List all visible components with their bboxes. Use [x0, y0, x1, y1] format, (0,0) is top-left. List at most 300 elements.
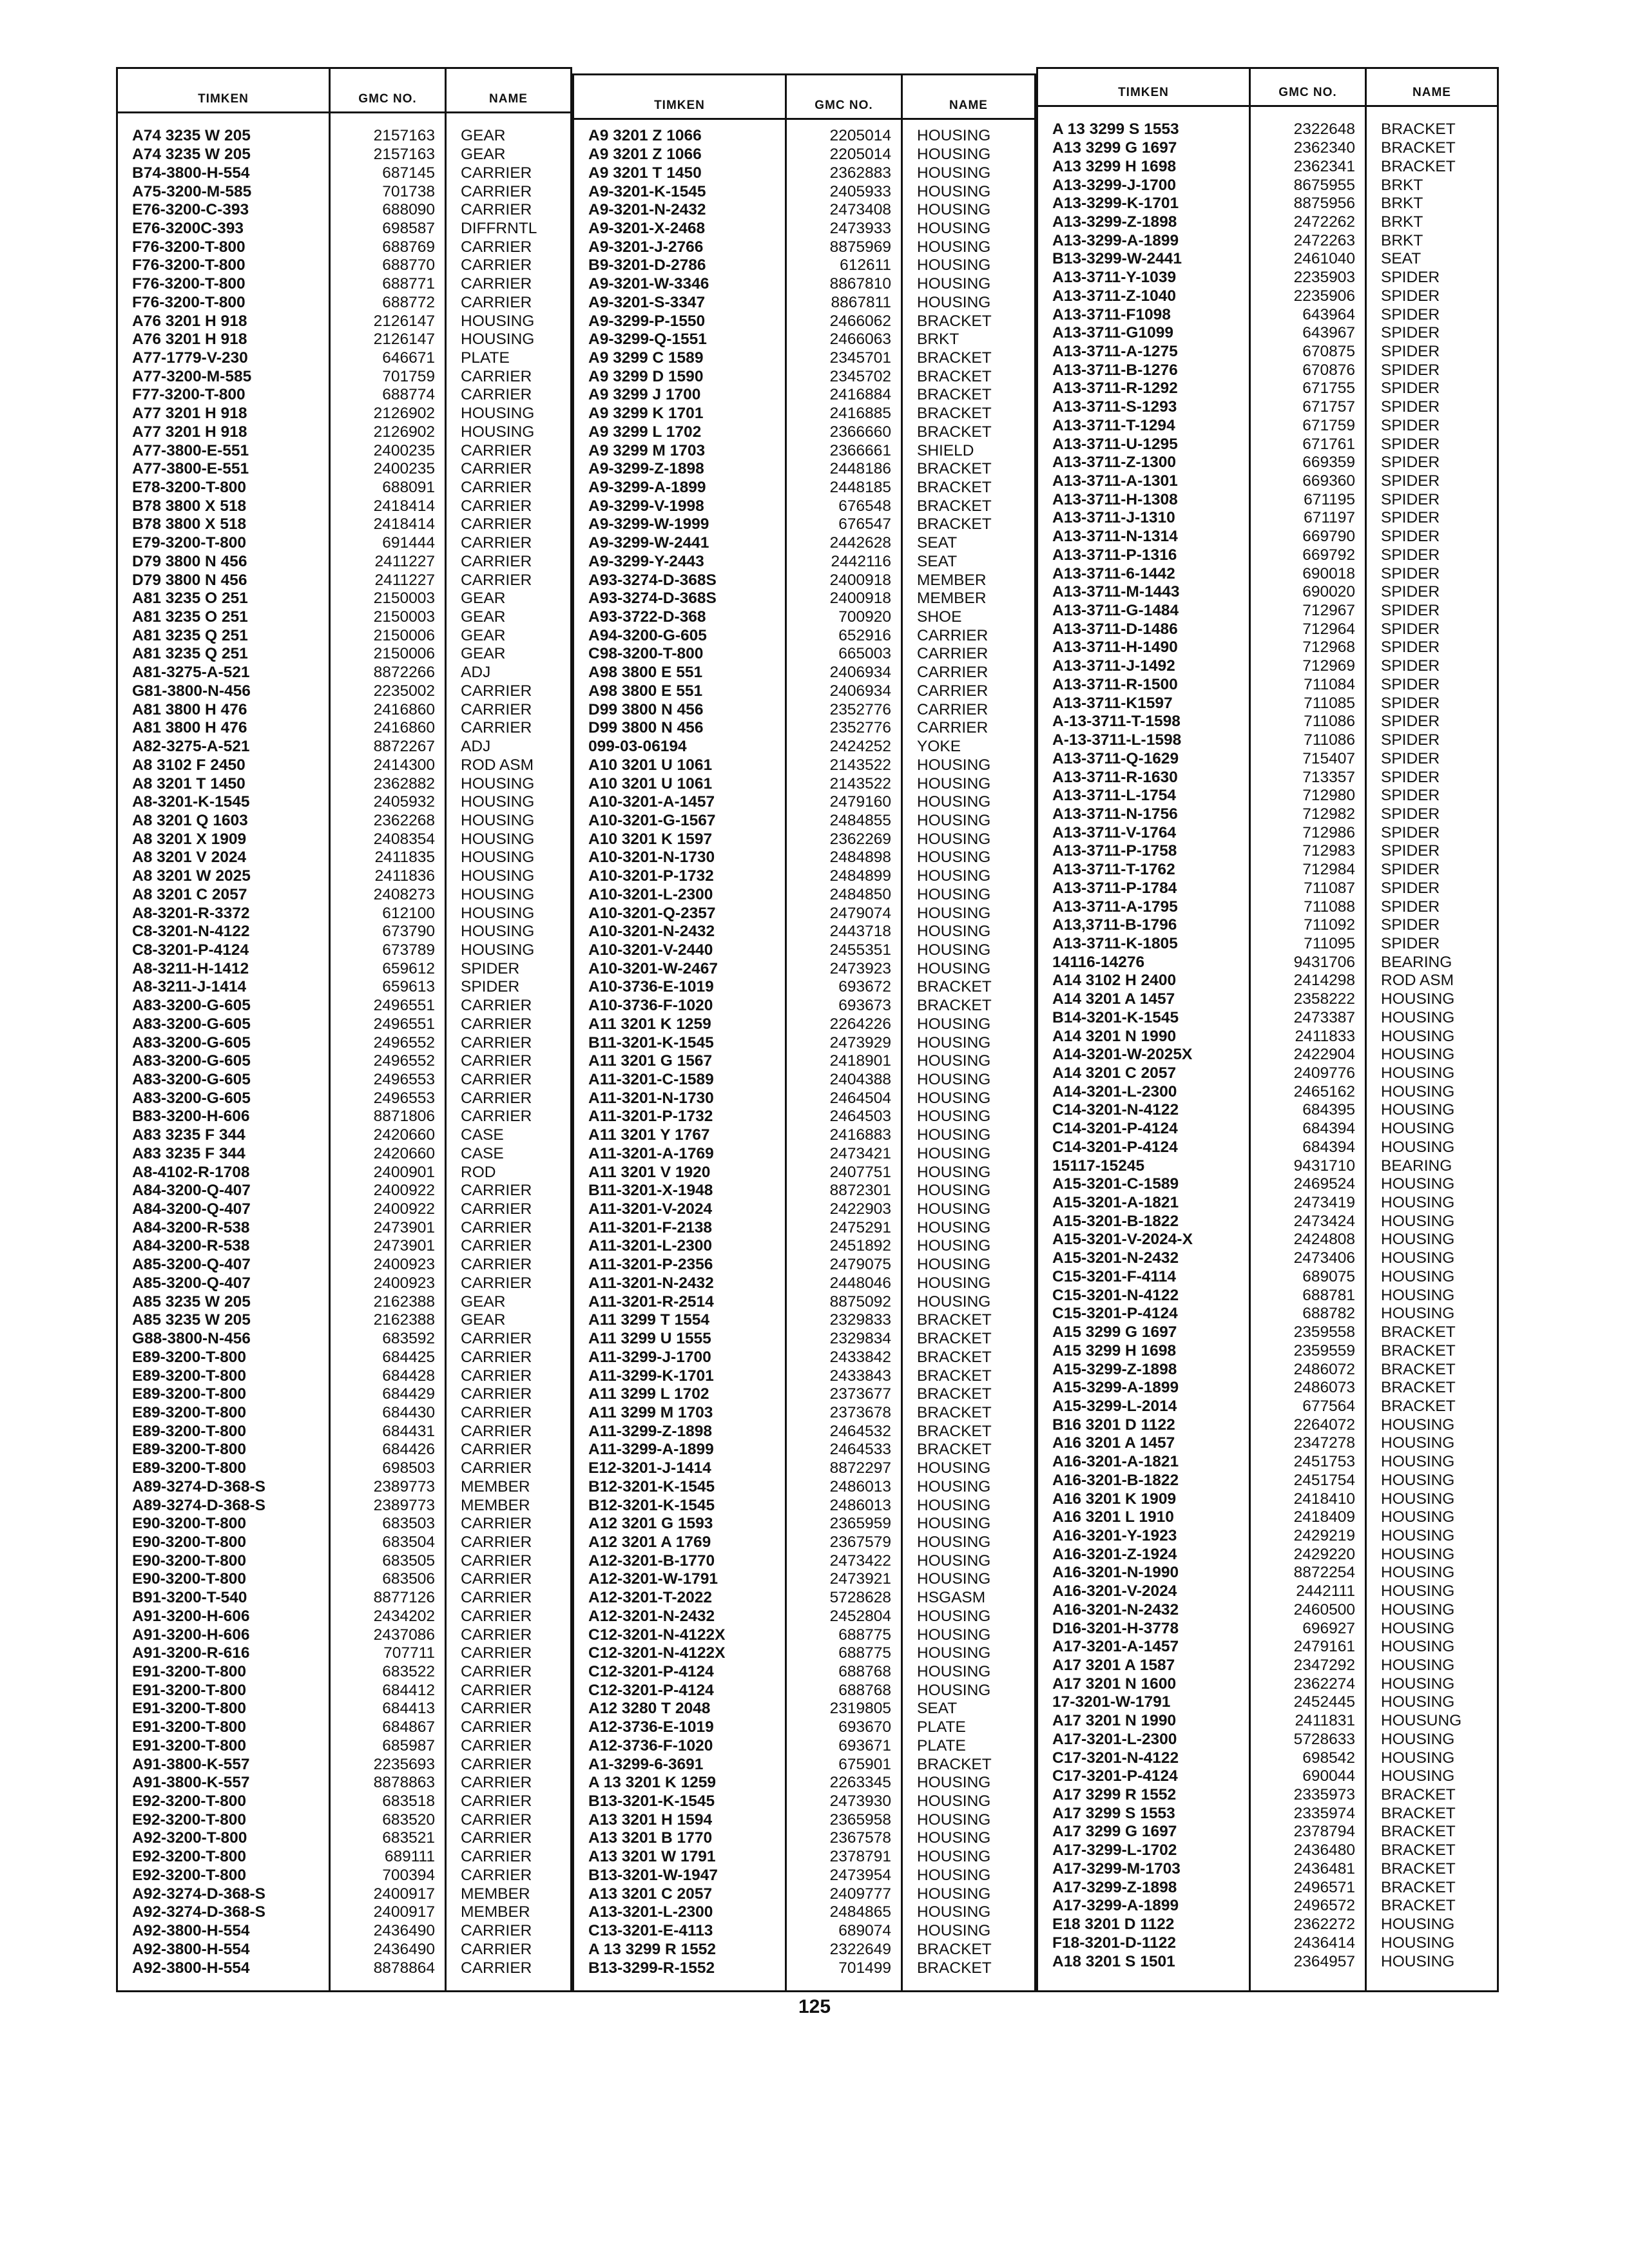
- timken-part-number: A84-3200-Q-407: [132, 1182, 251, 1200]
- timken-part-number: A81 3800 H 476: [132, 700, 247, 718]
- table-row: [1038, 861, 1497, 879]
- table-row: [118, 1608, 570, 1626]
- table-row: [118, 1330, 570, 1349]
- gmc-number: 2473406: [1293, 1249, 1355, 1267]
- gmc-number: 2473408: [829, 201, 891, 219]
- timken-part-number: A14-3201-W-2025X: [1052, 1046, 1193, 1064]
- part-name: HOUSING: [917, 1663, 991, 1681]
- part-name: HOUSING: [1381, 1231, 1455, 1249]
- part-name: HOUSING: [917, 1644, 991, 1662]
- gmc-number: 2322649: [829, 1940, 891, 1958]
- gmc-number: 2367579: [829, 1533, 891, 1551]
- part-name: HOUSING: [917, 1071, 991, 1089]
- table-row: [574, 1145, 1034, 1164]
- gmc-number: 8872267: [373, 738, 435, 756]
- timken-part-number: A76 3201 H 918: [132, 331, 247, 349]
- part-name: SPIDER: [1381, 731, 1440, 749]
- table-row: [1038, 1360, 1497, 1379]
- part-name: HOUSING: [917, 1552, 991, 1570]
- part-name: HOUSING: [917, 885, 991, 903]
- table-row: [1038, 1508, 1497, 1527]
- gmc-number: 684412: [382, 1681, 435, 1699]
- gmc-number: 2150006: [373, 645, 435, 663]
- table-row: [574, 682, 1034, 701]
- timken-part-number: A92-3200-T-800: [132, 1829, 247, 1847]
- timken-part-number: A8 3201 C 2057: [132, 885, 247, 903]
- table-row: [574, 1663, 1034, 1682]
- gmc-number: 2409776: [1293, 1064, 1355, 1082]
- table-row: [1038, 1064, 1497, 1083]
- timken-part-number: A77-3800-E-551: [132, 441, 249, 459]
- timken-part-number: A11-3201-F-2138: [588, 1218, 713, 1236]
- part-name: CARRIER: [461, 1718, 532, 1736]
- gmc-number: 643967: [1302, 324, 1355, 342]
- timken-part-number: A83 3235 F 344: [132, 1126, 246, 1144]
- gmc-number: 684429: [382, 1385, 435, 1403]
- part-name: MEMBER: [917, 571, 987, 589]
- part-name: PLATE: [461, 349, 510, 367]
- part-name: CARRIER: [461, 1959, 532, 1977]
- gmc-number: 2416884: [829, 386, 891, 404]
- part-name: HOUSING: [1381, 1027, 1455, 1045]
- timken-part-number: C8-3201-P-4124: [132, 941, 249, 959]
- gmc-number: 2479074: [829, 904, 891, 922]
- table-row: [118, 1848, 570, 1867]
- gmc-number: 8867811: [831, 293, 891, 311]
- part-name: BRKT: [1381, 176, 1423, 194]
- timken-part-number: A81 3800 H 476: [132, 719, 247, 737]
- table-row: [1038, 1341, 1497, 1360]
- gmc-number: 2451754: [1293, 1471, 1355, 1489]
- gmc-number: 2464533: [829, 1441, 891, 1459]
- gmc-number: 693670: [838, 1718, 891, 1736]
- part-name: CARRIER: [461, 1681, 532, 1699]
- timken-part-number: A13-3711-J-1492: [1052, 657, 1175, 675]
- gmc-number: 2345702: [829, 367, 891, 385]
- table-row: [1038, 1582, 1497, 1601]
- table-row: [118, 1829, 570, 1848]
- gmc-number: 683521: [382, 1829, 435, 1847]
- timken-part-number: A17-3299-M-1703: [1052, 1860, 1181, 1878]
- timken-part-number: A11 3299 M 1703: [588, 1403, 713, 1421]
- table-row: [118, 700, 570, 719]
- timken-part-number: A77 3201 H 918: [132, 423, 247, 441]
- gmc-number: 2162388: [373, 1311, 435, 1329]
- part-name: HOUSING: [917, 1829, 991, 1847]
- table-row: [1038, 1878, 1497, 1897]
- timken-part-number: A9-3201-J-2766: [588, 238, 704, 256]
- gmc-number: 2436490: [373, 1922, 435, 1940]
- table-row: [1038, 1564, 1497, 1582]
- part-name: CARRIER: [461, 1626, 532, 1644]
- gmc-number: 2416885: [829, 405, 891, 423]
- table-row: [574, 1589, 1034, 1608]
- timken-part-number: A17 3201 N 1990: [1052, 1712, 1177, 1730]
- table-row: [118, 238, 570, 256]
- gmc-number: 2400917: [373, 1885, 435, 1903]
- part-name: CARRIER: [461, 1922, 532, 1940]
- table-row: [574, 1200, 1034, 1219]
- timken-part-number: D99 3800 N 456: [588, 700, 704, 718]
- part-name: CARRIER: [917, 645, 988, 663]
- timken-part-number: A10 3201 K 1597: [588, 830, 713, 848]
- gmc-number: 2235903: [1293, 269, 1355, 287]
- gmc-number: 2422904: [1293, 1046, 1355, 1064]
- gmc-number: 659612: [382, 959, 435, 977]
- timken-part-number: A84-3200-R-538: [132, 1237, 250, 1255]
- table-row: [118, 1200, 570, 1219]
- gmc-number: 612100: [382, 904, 435, 922]
- part-name: HOUSING: [461, 423, 535, 441]
- gmc-number: 2157163: [373, 146, 435, 164]
- timken-part-number: E89-3200-T-800: [132, 1348, 247, 1366]
- timken-part-number: A8-3201-R-3372: [132, 904, 250, 922]
- part-name: HOUSING: [1381, 1138, 1455, 1156]
- gmc-number: 2329834: [829, 1330, 891, 1348]
- gmc-number: 659613: [382, 978, 435, 996]
- timken-part-number: A9-3299-W-1999: [588, 515, 709, 533]
- timken-part-number: A10-3201-Q-2357: [588, 904, 716, 922]
- gmc-number: 2460500: [1293, 1600, 1355, 1619]
- part-name: CARRIER: [461, 1403, 532, 1421]
- table-row: [574, 774, 1034, 793]
- table-row: [574, 1811, 1034, 1829]
- gmc-number: 2345701: [829, 349, 891, 367]
- part-name: CARRIER: [461, 1533, 532, 1551]
- page-number: 125: [798, 1996, 831, 2017]
- part-name: SPIDER: [1381, 305, 1440, 323]
- timken-part-number: A15-3299-A-1899: [1052, 1379, 1179, 1397]
- timken-part-number: A13 3201 H 1594: [588, 1811, 713, 1829]
- table-row: [1038, 361, 1497, 380]
- gmc-number: 2364957: [1293, 1952, 1355, 1970]
- timken-part-number: B14-3201-K-1545: [1052, 1008, 1179, 1026]
- gmc-number: 2263345: [829, 1774, 891, 1792]
- part-name: CARRIER: [461, 1755, 532, 1773]
- gmc-number: 712969: [1302, 657, 1355, 675]
- timken-part-number: C14-3201-N-4122: [1052, 1101, 1179, 1119]
- timken-part-number: E90-3200-T-800: [132, 1570, 247, 1588]
- table-row: [574, 146, 1034, 164]
- table-row: [574, 1829, 1034, 1848]
- gmc-number: 690020: [1302, 583, 1355, 601]
- table-row: [118, 386, 570, 405]
- table-row: [118, 1237, 570, 1256]
- timken-part-number: F18-3201-D-1122: [1052, 1934, 1177, 1952]
- gmc-number: 2424808: [1293, 1231, 1355, 1249]
- table-row: [574, 793, 1034, 812]
- timken-part-number: A15-3201-B-1822: [1052, 1212, 1179, 1230]
- timken-part-number: A91-3200-R-616: [132, 1644, 250, 1662]
- timken-part-number: A11-3201-V-2024: [588, 1200, 713, 1218]
- timken-part-number: F77-3200-T-800: [132, 386, 246, 404]
- table-row: [574, 1108, 1034, 1126]
- timken-part-number: A17 3201 N 1600: [1052, 1675, 1177, 1693]
- table-row: [574, 738, 1034, 756]
- gmc-number: 2411833: [1295, 1027, 1355, 1045]
- gmc-number: 2322648: [1293, 120, 1355, 139]
- table-row: [1038, 343, 1497, 361]
- part-name: HOUSING: [1381, 1101, 1455, 1119]
- part-name: CARRIER: [461, 1015, 532, 1033]
- timken-part-number: A85 3235 W 205: [132, 1311, 251, 1329]
- table-row: [1038, 380, 1497, 398]
- gmc-number: 2411836: [374, 867, 435, 885]
- panel-3: [1036, 67, 1499, 1992]
- part-name: HOUSING: [1381, 1916, 1455, 1934]
- gmc-number: 712980: [1302, 787, 1355, 805]
- table-row: [118, 182, 570, 201]
- part-name: BRACKET: [917, 312, 992, 330]
- timken-part-number: A91-3800-K-557: [132, 1774, 250, 1792]
- gmc-number: 2486072: [1293, 1360, 1355, 1378]
- gmc-number: 2235693: [373, 1755, 435, 1773]
- part-name: SPIDER: [1381, 916, 1440, 934]
- gmc-number: 8875956: [1293, 195, 1355, 213]
- part-name: BRACKET: [1381, 1804, 1456, 1822]
- table-row: [118, 1015, 570, 1034]
- timken-part-number: A13 3299 H 1698: [1052, 157, 1177, 175]
- table-row: [574, 220, 1034, 238]
- timken-part-number: A13-3711-J-1310: [1052, 509, 1175, 527]
- table-row: [574, 553, 1034, 572]
- part-name: HOUSING: [917, 1256, 991, 1274]
- timken-part-number: A15-3201-C-1589: [1052, 1175, 1179, 1193]
- gmc-number: 676547: [838, 515, 891, 533]
- table-row: [1038, 1212, 1497, 1231]
- table-row: [574, 1959, 1034, 1977]
- gmc-number: 670876: [1302, 361, 1355, 379]
- gmc-number: 2400918: [829, 590, 891, 608]
- timken-part-number: A13-3711-K-1805: [1052, 934, 1178, 952]
- timken-part-number: A9 3299 L 1702: [588, 423, 702, 441]
- timken-part-number: A14 3201 A 1457: [1052, 990, 1175, 1008]
- table-row: [574, 1237, 1034, 1256]
- table-row: [118, 1867, 570, 1885]
- table-row: [1038, 1268, 1497, 1287]
- part-name: ROD ASM: [461, 756, 534, 774]
- gmc-number: 688090: [382, 201, 435, 219]
- part-name: CARRIER: [461, 1736, 532, 1754]
- table-row: [574, 1940, 1034, 1959]
- timken-part-number: A17 3299 R 1552: [1052, 1786, 1177, 1804]
- timken-part-number: A10-3201-G-1567: [588, 811, 716, 829]
- timken-part-number: E89-3200-T-800: [132, 1459, 247, 1477]
- gmc-number: 711088: [1304, 898, 1355, 916]
- part-name: HOUSING: [917, 127, 991, 145]
- part-name: HOUSING: [917, 164, 991, 182]
- part-name: BRACKET: [917, 978, 992, 996]
- timken-part-number: A12 3280 T 2048: [588, 1700, 711, 1718]
- part-name: CARRIER: [461, 1108, 532, 1126]
- gmc-number: 671755: [1302, 380, 1355, 398]
- timken-part-number: E78-3200-T-800: [132, 479, 247, 497]
- table-row: [574, 1311, 1034, 1330]
- table-row: [118, 1422, 570, 1441]
- timken-part-number: E92-3200-T-800: [132, 1848, 247, 1866]
- part-name: HOUSING: [461, 849, 535, 867]
- gmc-number: 2473930: [829, 1792, 891, 1811]
- gmc-number: 2486073: [1293, 1379, 1355, 1397]
- part-name: SPIDER: [1381, 528, 1440, 546]
- timken-part-number: C17-3201-N-4122: [1052, 1749, 1179, 1767]
- timken-part-number: A13-3711-A-1301: [1052, 472, 1178, 490]
- timken-header: TIMKEN: [574, 75, 787, 118]
- timken-part-number: A8 3201 T 1450: [132, 774, 246, 793]
- timken-part-number: E92-3200-T-800: [132, 1811, 247, 1829]
- gmc-header: GMC NO.: [1251, 69, 1367, 105]
- part-name: SPIDER: [1381, 583, 1440, 601]
- timken-part-number: A91-3200-H-606: [132, 1626, 250, 1644]
- table-row: [1038, 1934, 1497, 1952]
- table-row: [1038, 990, 1497, 1009]
- gmc-number: 2362341: [1293, 157, 1355, 175]
- part-name: HOUSING: [1381, 1434, 1455, 1452]
- gmc-number: 671197: [1304, 509, 1355, 527]
- table-row: [1038, 472, 1497, 491]
- table-row: [118, 1404, 570, 1423]
- timken-part-number: A16-3201-V-2024: [1052, 1582, 1177, 1600]
- gmc-number: 683592: [382, 1330, 435, 1348]
- gmc-number: 2411227: [374, 552, 435, 570]
- timken-part-number: A9 3201 Z 1066: [588, 127, 702, 145]
- timken-part-number: A81 3235 Q 251: [132, 645, 248, 663]
- panel-2-header: [574, 75, 1034, 120]
- table-row: [574, 1792, 1034, 1811]
- gmc-number: 2126147: [373, 331, 435, 349]
- timken-part-number: A13-3711-A-1795: [1052, 898, 1178, 916]
- timken-part-number: A10-3201-W-2467: [588, 959, 718, 977]
- table-row: [574, 849, 1034, 867]
- part-name: BRACKET: [1381, 1897, 1456, 1915]
- gmc-number: 2378791: [829, 1848, 891, 1866]
- table-row: [574, 1885, 1034, 1903]
- table-row: [1038, 1693, 1497, 1712]
- timken-part-number: A15-3299-L-2014: [1052, 1397, 1177, 1415]
- gmc-number: 676548: [838, 497, 891, 515]
- part-name: HOUSING: [917, 1274, 991, 1292]
- table-row: [1038, 528, 1497, 546]
- table-row: [574, 275, 1034, 294]
- timken-part-number: A11 3299 L 1702: [588, 1385, 709, 1403]
- part-name: HOUSING: [917, 959, 991, 977]
- part-name: SPIDER: [1381, 324, 1440, 342]
- gmc-number: 2464532: [829, 1422, 891, 1440]
- timken-part-number: E91-3200-T-800: [132, 1736, 247, 1754]
- table-row: [118, 1293, 570, 1311]
- table-row: [574, 1385, 1034, 1404]
- part-name: HOUSING: [917, 1459, 991, 1477]
- part-name: SPIDER: [1381, 749, 1440, 767]
- timken-part-number: 14116-14276: [1052, 953, 1145, 971]
- table-row: [118, 738, 570, 756]
- gmc-number: 652916: [838, 626, 891, 644]
- timken-part-number: E91-3200-T-800: [132, 1700, 247, 1718]
- timken-part-number: A13-3711-P-1316: [1052, 546, 1177, 564]
- part-name: SPIDER: [1381, 287, 1440, 305]
- part-name: GEAR: [461, 127, 506, 145]
- part-name: CARRIER: [461, 1033, 532, 1052]
- timken-part-number: A77-3200-M-585: [132, 367, 252, 385]
- timken-part-number: C98-3200-T-800: [588, 645, 704, 663]
- name-header: NAME: [949, 99, 988, 112]
- timken-part-number: A13 3201 C 2057: [588, 1885, 713, 1903]
- table-row: [118, 1940, 570, 1959]
- table-row: [118, 590, 570, 608]
- gmc-number: 2496553: [373, 1071, 435, 1089]
- part-name: SPIDER: [1381, 898, 1440, 916]
- gmc-number: 2433843: [829, 1367, 891, 1385]
- part-name: MEMBER: [461, 1903, 530, 1921]
- gmc-number: 2264072: [1293, 1416, 1355, 1434]
- table-row: [1038, 1249, 1497, 1268]
- gmc-number: 671195: [1304, 490, 1355, 508]
- table-row: [1038, 676, 1497, 695]
- gmc-number: 2473901: [373, 1218, 435, 1236]
- timken-part-number: A89-3274-D-368-S: [132, 1477, 265, 1495]
- part-name: BRACKET: [917, 1348, 992, 1366]
- timken-part-number: A13-3299-J-1700: [1052, 176, 1177, 194]
- table-row: [118, 441, 570, 460]
- timken-part-number: A93-3722-D-368: [588, 608, 706, 626]
- timken-part-number: A83-3200-G-605: [132, 1052, 251, 1070]
- table-row: [118, 1552, 570, 1570]
- gmc-number: 2400918: [829, 571, 891, 589]
- gmc-number: 2484865: [829, 1903, 891, 1921]
- table-row: [1038, 805, 1497, 824]
- gmc-number: 2408273: [373, 885, 435, 903]
- gmc-number: 669359: [1302, 454, 1355, 472]
- timken-part-number: A12 3201 A 1769: [588, 1533, 711, 1551]
- gmc-number: 684867: [382, 1718, 435, 1736]
- part-name: BRACKET: [1381, 1786, 1456, 1804]
- timken-part-number: 099-03-06194: [588, 738, 687, 756]
- gmc-number: 690018: [1302, 564, 1355, 582]
- timken-part-number: A13-3711-N-1756: [1052, 805, 1178, 823]
- table-row: [574, 1533, 1034, 1552]
- part-name: HOUSING: [917, 1626, 991, 1644]
- table-row: [1038, 1767, 1497, 1786]
- part-name: CARRIER: [461, 1792, 532, 1811]
- part-name: HOUSING: [917, 1015, 991, 1033]
- gmc-number: 2455351: [829, 941, 891, 959]
- table-row: [118, 1218, 570, 1237]
- timken-part-number: C12-3201-P-4124: [588, 1663, 714, 1681]
- table-row: [118, 423, 570, 442]
- part-name: GEAR: [461, 590, 506, 608]
- gmc-number: 688771: [382, 275, 435, 293]
- timken-part-number: A77-3800-E-551: [132, 460, 249, 478]
- gmc-number: 2411831: [1295, 1712, 1355, 1730]
- panel-1-header: [118, 69, 570, 113]
- part-name: BRACKET: [917, 515, 992, 533]
- gmc-number: 2448046: [829, 1274, 891, 1292]
- part-name: HOUSING: [917, 1182, 991, 1200]
- gmc-number: 2335974: [1293, 1804, 1355, 1822]
- part-name: SPIDER: [1381, 472, 1440, 490]
- timken-part-number: A13-3711-L-1754: [1052, 787, 1177, 805]
- gmc-number: 2484898: [829, 849, 891, 867]
- gmc-number: 673789: [382, 941, 435, 959]
- table-row: [118, 534, 570, 553]
- timken-part-number: 17-3201-W-1791: [1052, 1693, 1171, 1711]
- table-row: [1038, 435, 1497, 454]
- gmc-number: 2479075: [829, 1256, 891, 1274]
- table-row: [118, 1644, 570, 1663]
- timken-part-number: A13-3711-T-1294: [1052, 416, 1175, 434]
- part-name: CARRIER: [917, 664, 988, 682]
- timken-part-number: A81 3235 O 251: [132, 590, 248, 608]
